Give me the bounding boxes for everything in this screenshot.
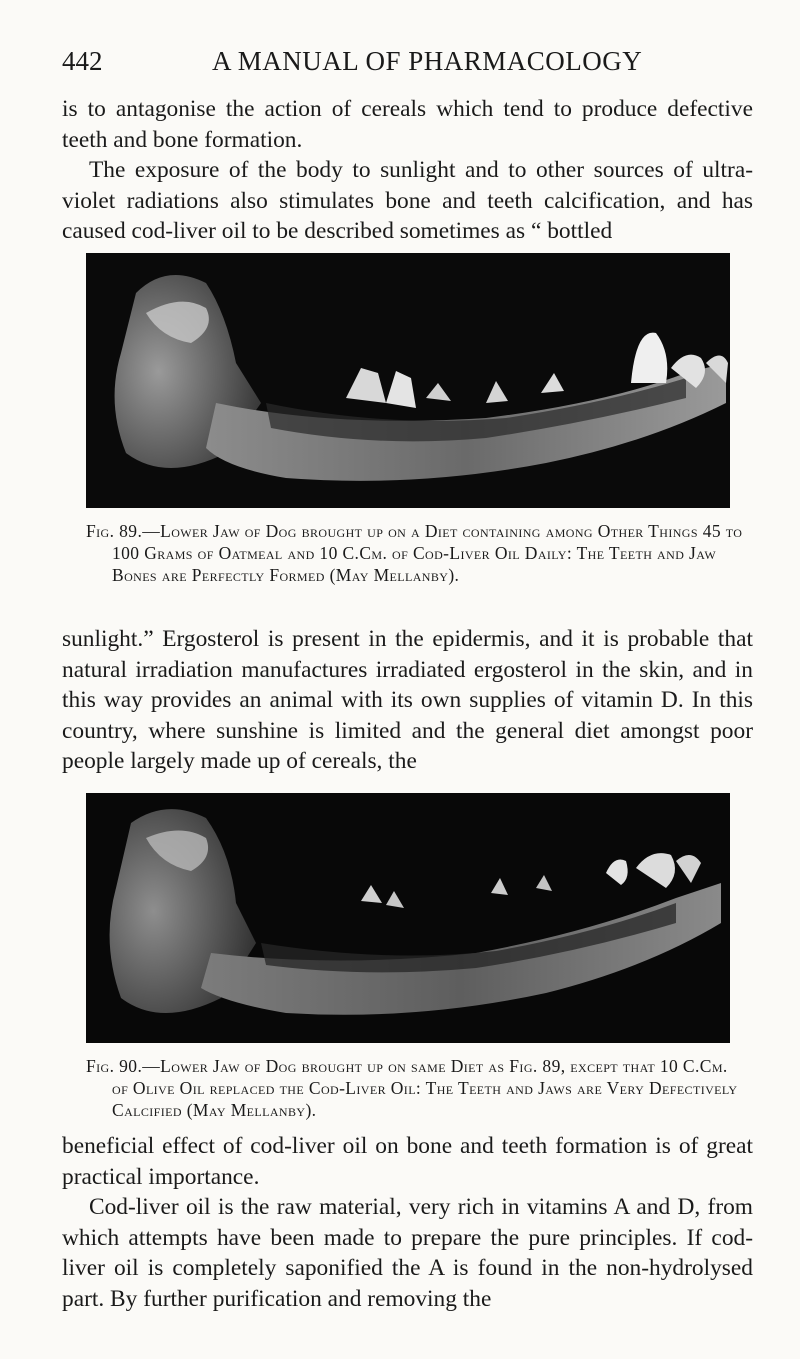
jaw-photo-90 bbox=[86, 793, 730, 1043]
paragraph-sunlight: The exposure of the body to sunlight and to other sources of ultra-violet radiations also stimulates bone and teeth calcification, and has caused cod-liver oil to be described sometimes as “ bottled bbox=[62, 157, 753, 244]
running-head: A MANUAL OF PHARMACOLOGY bbox=[212, 46, 643, 76]
page-number: 442 bbox=[62, 46, 103, 76]
figure-89-photo bbox=[86, 253, 730, 508]
paragraph-cod-liver-oil: Cod-liver oil is the raw material, very rich in vitamins A and D, from which attempts have been made to prepare the pure principles. If cod-liver oil is completely saponified the A is found in the non-hydrolysed part. By further purification and removing the bbox=[62, 1194, 753, 1312]
paragraph-ergosterol: sunlight.” Ergosterol is present in the epidermis, and it is probable that natural irradiation manufactures irradiated ergosterol in the skin, and in this way provides an animal with its own supplies of vitamin D. In this country, where sunshine is limited and the general diet amongst poor people largely made up of cereals, the bbox=[62, 626, 753, 774]
paragraph-continuation: is to antagonise the action of cereals which tend to produce defective teeth and bone formation. bbox=[62, 96, 753, 153]
page-header bbox=[62, 46, 752, 86]
paragraph-beneficial: beneficial effect of cod-liver oil on bone and teeth formation is of great practical importance. bbox=[62, 1133, 753, 1190]
figure-90-caption-text: Fig. 90.—Lower Jaw of Dog brought up on same Diet as Fig. 89, except that 10 C.Cm. of Olive Oil replaced the Cod-Liver Oil: The Teeth and Jaws are Very Defectively Calcified (May Mellanby). bbox=[86, 1056, 738, 1120]
figure-90-caption bbox=[86, 1055, 746, 1121]
figure-90-photo bbox=[86, 793, 730, 1043]
figure-89-caption bbox=[86, 520, 746, 586]
figure-89-caption-text: Fig. 89.—Lower Jaw of Dog brought up on a Diet containing among Other Things 45 to 100 Grams of Oatmeal and 10 C.Cm. of Cod-Liver Oil Daily: The Teeth and Jaw Bones are Perfectly Formed (May Mellanby). bbox=[86, 521, 743, 585]
jaw-photo-89 bbox=[86, 253, 730, 508]
